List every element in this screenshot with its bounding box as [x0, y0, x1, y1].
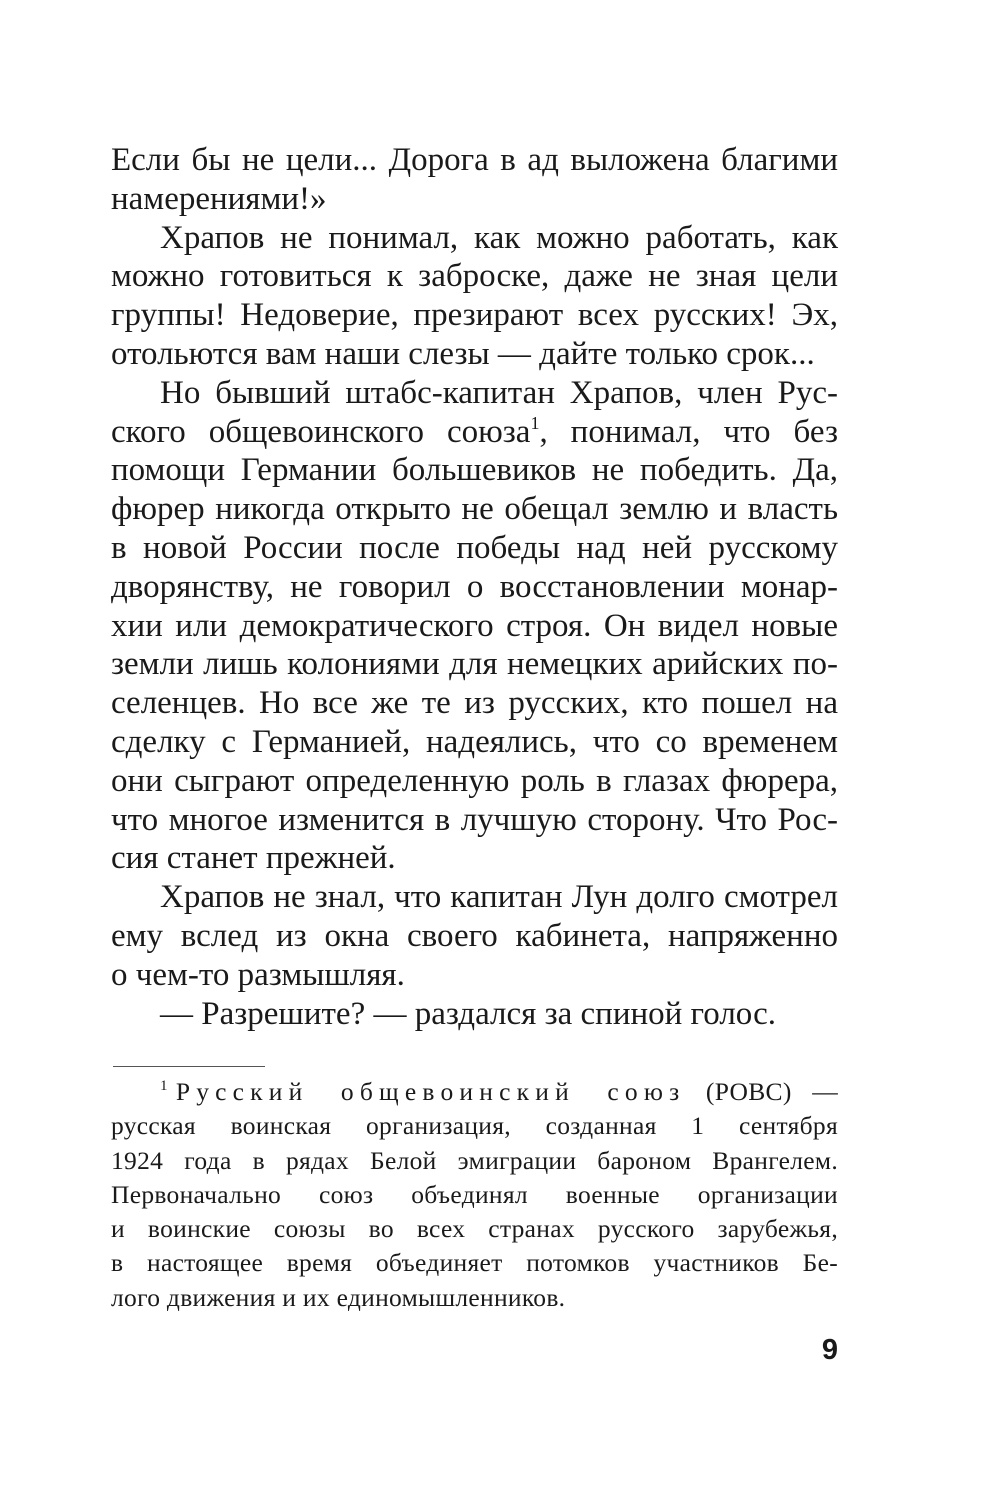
footnote-marker: 1	[160, 1078, 168, 1094]
text-line: помощи Германии большевиков не победить. Да,	[111, 452, 838, 489]
text-line: — Разрешите? — раздался за спиной голос.	[160, 995, 777, 1032]
footnote-line: Первоначально союз объединял военные организации	[111, 1179, 838, 1209]
text-line: хии или демократического строя. Он видел новые	[111, 607, 838, 644]
text-line: Храпов не знал, что капитан Лун долго смотрел	[160, 879, 838, 916]
text-line: земли лишь колониями для немецких арийских по-	[111, 646, 838, 683]
footnote-term: Русский общевоинский союз	[175, 1077, 686, 1106]
text-line: ему вслед из окна своего кабинета, напряженно	[111, 917, 838, 954]
main-text	[111, 141, 838, 1033]
text-line: группы! Недоверие, презирают всех русских! Эх,	[111, 297, 838, 334]
text-fragment: , понимал, что без	[539, 413, 838, 450]
text-line: что многое изменится в лучшую сторону. Что Рос-	[111, 801, 838, 838]
text-line	[111, 413, 838, 452]
footnote-line: в настоящее время объединяет потомков участников Бе-	[111, 1248, 838, 1278]
footnote-reference: 1	[530, 412, 540, 433]
text-line: Храпов не понимал, как можно работать, как	[160, 219, 838, 256]
text-line: Но бывший штабс-капитан Храпов, член Рус-	[160, 374, 838, 411]
text-line: дворянству, не говорил о восстановлении монар-	[111, 568, 838, 605]
text-fragment: (РОВС) —	[685, 1077, 839, 1106]
text-line: можно готовиться к заброске, даже не зная цели	[111, 258, 838, 295]
footnote	[111, 1075, 838, 1315]
text-line: Если бы не цели... Дорога в ад выложена благими	[111, 142, 838, 178]
footnote-line	[111, 1075, 838, 1109]
text-line: сделку с Германией, надеялись, что со временем	[111, 723, 838, 760]
footnote-line: и воинские союзы во всех странах русского зарубежья,	[111, 1214, 838, 1244]
footnote-divider	[113, 1066, 265, 1067]
text-line: намерениями!»	[111, 180, 327, 217]
footnote-line: русская воинская организация, созданная 1 сентября	[111, 1111, 838, 1141]
text-line: в новой России после победы над ней русскому	[111, 529, 838, 566]
footnote-line: 1924 года в рядах Белой эмиграции бароном Врангелем.	[111, 1145, 838, 1175]
footnote-line: лого движения и их единомышленников.	[111, 1282, 566, 1312]
text-line: сия станет прежней.	[111, 840, 396, 877]
text-line: фюрер никогда открыто не обещал землю и власть	[111, 491, 838, 528]
page-number: 9	[821, 1334, 838, 1366]
text-line: они сыграют определенную роль в глазах фюрера,	[111, 762, 838, 799]
text-fragment: ского общевоинского союза	[111, 413, 531, 450]
text-line: о чем-то размышляя.	[111, 956, 405, 993]
text-line: селенцев. Но все же те из русских, кто пошел на	[111, 685, 838, 722]
text-line: отольются вам наши слезы — дайте только срок...	[111, 335, 815, 372]
